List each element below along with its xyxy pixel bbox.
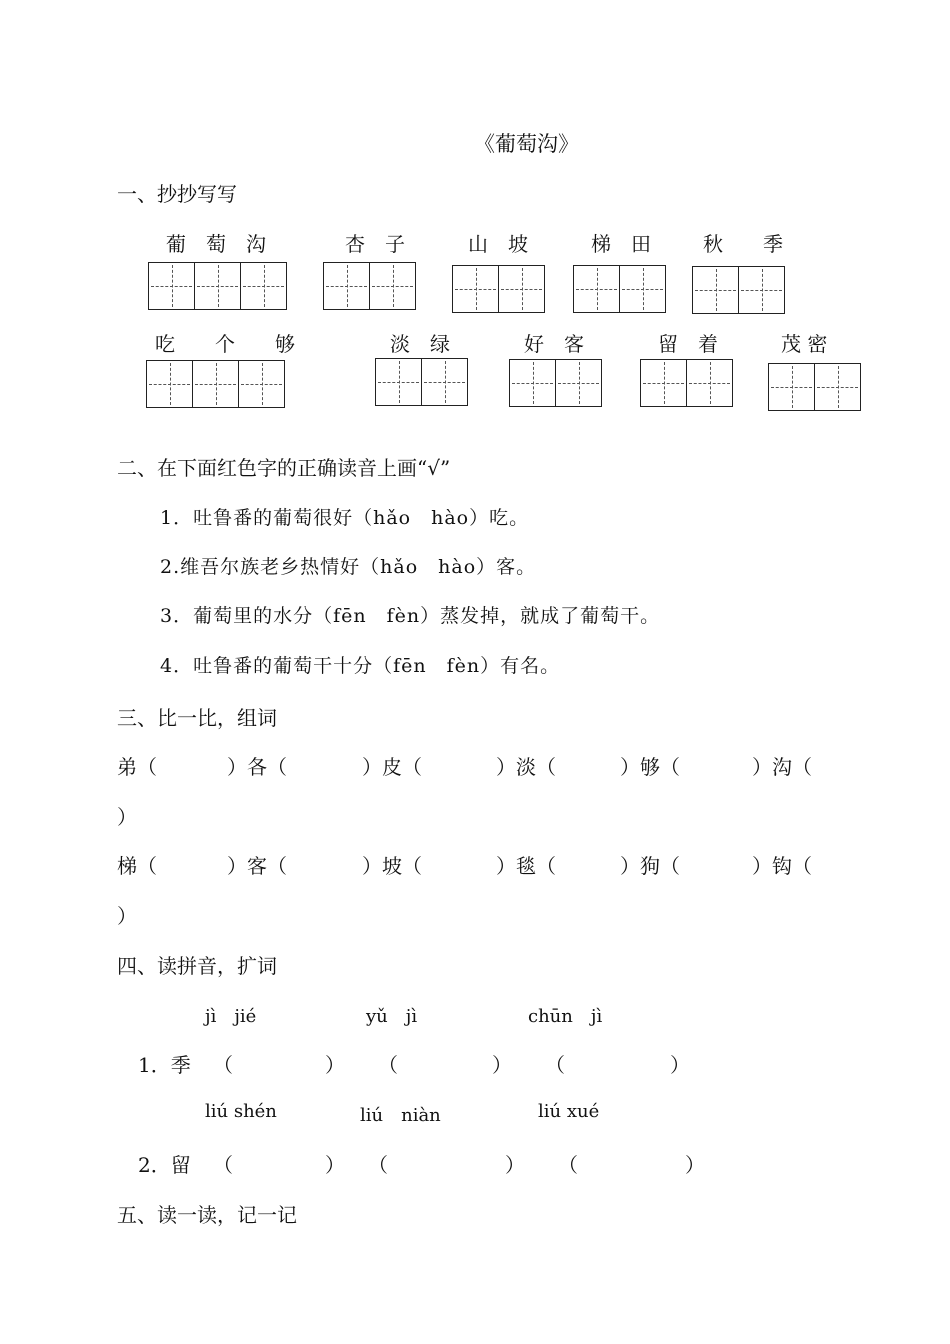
writing-cell[interactable] [194,262,241,310]
compare-item: 弟（ [117,755,157,779]
writing-cell[interactable] [738,266,785,314]
compare-item: ）皮（ [362,755,422,779]
question-item: 3．葡萄里的水分（fēn fèn）蒸发掉，就成了葡萄干。 [160,605,661,627]
writing-cell[interactable] [148,262,195,310]
writing-cell[interactable] [814,363,861,411]
copy-word-label: 留 着 [658,332,718,356]
copy-word-label: 葡 萄 沟 [166,232,266,256]
compare-item: ）客（ [227,854,287,878]
tianzige-grid [692,266,785,314]
compare-item: ）淡（ [496,755,556,779]
pinyin: yǔ jì [366,1006,418,1027]
writing-cell[interactable] [555,359,602,407]
section-3-heading: 三、比一比，组词 [117,706,277,730]
question-item: 2.维吾尔族老乡热情好（hǎo hào）客。 [160,556,537,578]
pinyin: liú shén [205,1101,277,1122]
close-paren: ） [325,1053,345,1077]
compare-item: ）沟（ [752,755,812,779]
close-paren: ） [505,1153,525,1177]
copy-word-label: 吃 个 够 [155,332,295,356]
writing-cell[interactable] [375,358,422,406]
section-4-heading: 四、读拼音，扩词 [117,954,277,978]
writing-cell[interactable] [146,360,193,408]
tianzige-grid [452,265,545,313]
tianzige-grid [768,363,861,411]
writing-cell[interactable] [692,266,739,314]
compare-item: ）各（ [227,755,287,779]
writing-cell[interactable] [768,363,815,411]
section-1-heading: 一、抄抄写写 [117,182,237,206]
copy-word-label: 梯 田 [591,232,651,256]
pinyin: jì jié [205,1006,257,1027]
close-paren: ） [325,1153,345,1177]
section-2-heading: 二、在下面红色字的正确读音上画“√” [117,456,451,480]
section-5-heading: 五、读一读，记一记 [117,1203,297,1227]
open-paren: （ [213,1053,233,1077]
close-paren: ） [670,1053,690,1077]
writing-cell[interactable] [619,265,666,313]
writing-cell[interactable] [240,262,287,310]
page-title: 《葡萄沟》 [474,132,579,156]
tianzige-grid [323,262,416,310]
writing-cell[interactable] [498,265,545,313]
copy-word-label: 淡 绿 [390,332,450,356]
writing-cell[interactable] [573,265,620,313]
compare-item: 梯（ [117,854,157,878]
compare-closer: ） [117,904,137,928]
copy-word-label: 好 客 [524,332,584,356]
tianzige-grid [573,265,666,313]
copy-word-label: 杏 子 [345,232,405,256]
tianzige-grid [146,360,285,408]
pinyin: liú niàn [360,1105,441,1126]
pinyin: chūn jì [528,1006,603,1027]
pinyin: liú xué [538,1101,600,1122]
tianzige-grid [375,358,468,406]
open-paren: （ [378,1053,398,1077]
expand-label: 1．季 [138,1053,191,1077]
writing-cell[interactable] [369,262,416,310]
writing-cell[interactable] [192,360,239,408]
expand-label: 2．留 [138,1153,191,1177]
close-paren: ） [492,1053,512,1077]
copy-word-label: 茂 密 [781,332,828,356]
question-item: 4．吐鲁番的葡萄干十分（fēn fèn）有名。 [160,655,561,677]
open-paren: （ [213,1153,233,1177]
copy-word-label: 山 坡 [468,232,528,256]
compare-closer: ） [117,805,137,829]
writing-cell[interactable] [509,359,556,407]
writing-cell[interactable] [323,262,370,310]
compare-item: ）够（ [620,755,680,779]
tianzige-grid [640,359,733,407]
compare-item: ）毯（ [496,854,556,878]
writing-cell[interactable] [452,265,499,313]
copy-word-label: 秋 季 [703,232,783,256]
open-paren: （ [545,1053,565,1077]
open-paren: （ [368,1153,388,1177]
writing-cell[interactable] [238,360,285,408]
close-paren: ） [685,1153,705,1177]
compare-item: ）钩（ [752,854,812,878]
writing-cell[interactable] [686,359,733,407]
tianzige-grid [148,262,287,310]
tianzige-grid [509,359,602,407]
question-item: 1．吐鲁番的葡萄很好（hǎo hào）吃。 [160,507,530,529]
writing-cell[interactable] [640,359,687,407]
compare-item: ）坡（ [362,854,422,878]
writing-cell[interactable] [421,358,468,406]
compare-item: ）狗（ [620,854,680,878]
open-paren: （ [558,1153,578,1177]
